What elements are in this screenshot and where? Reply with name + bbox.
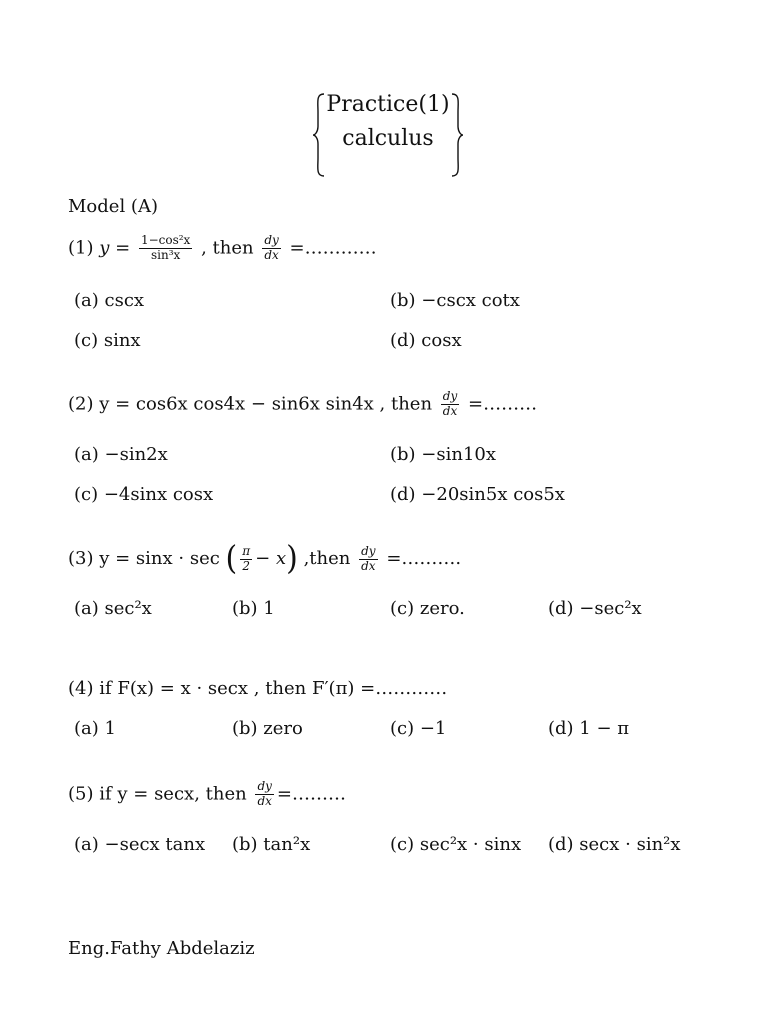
fraction-numerator: 1−cos²x [140,233,191,247]
option-a: (a) −secx tanx [74,834,206,855]
answer-blank: =………. [386,548,462,569]
option-b: (b) 1 [232,598,275,619]
answer-blank: =……… [467,393,538,415]
answer-blank: =……… [276,783,347,805]
option-d: (d) secx · sin²x [548,834,681,855]
title-line-1: Practice(1) [326,92,450,117]
option-d: (d) −sec²x [548,598,642,619]
option-b: (b) zero [232,718,303,739]
option-b: (b) −cscx cotx [390,290,520,311]
title-line-2: calculus [342,126,434,151]
option-a: (a) −sin2x [74,444,168,465]
derivative-fraction [441,390,459,419]
right-brace-icon [450,92,464,178]
question-1 [68,234,377,263]
derivative-numerator: dy [264,233,279,247]
question-number: (3) [68,548,94,569]
option-d: (d) 1 − π [548,718,630,739]
pi-denominator: 2 [242,558,251,573]
pi-fraction [240,545,252,574]
option-a: (a) sec²x [74,598,152,619]
derivative-fraction [255,780,273,809]
derivative-denominator: dx [257,793,272,808]
question-stem: y = cos6x cos4x − sin6x sin4x , then [99,393,433,415]
question-2 [68,390,537,419]
derivative-numerator: dy [442,389,458,403]
derivative-denominator: dx [361,558,376,573]
derivative-fraction [262,234,280,263]
pi-numerator: π [242,543,251,558]
derivative-numerator: dy [257,779,272,793]
fraction [139,234,192,263]
option-c: (c) sinx [74,330,141,351]
question-then: , then [201,237,254,259]
option-d: (d) cosx [390,330,462,351]
question-4 [68,678,447,699]
fraction-denominator: sin³x [150,247,181,262]
question-number: (5) [68,783,94,805]
option-a: (a) cscx [74,290,145,311]
question-stem: if y = secx, then [99,783,247,805]
right-paren: ) [286,539,298,578]
option-b: (b) −sin10x [390,444,497,465]
option-c: (c) zero. [390,598,465,619]
option-d: (d) −20sin5x cos5x [390,484,565,505]
question-number: (1) [68,237,94,259]
question-5 [68,780,346,809]
option-a: (a) 1 [74,718,116,739]
derivative-numerator: dy [361,543,376,558]
derivative-denominator: dx [442,403,458,418]
derivative-fraction [359,545,377,574]
left-paren: ( [225,539,238,578]
question-number: (4) [68,678,94,699]
author-signature: Eng.Fathy Abdelaziz [68,938,255,959]
option-c: (c) sec²x · sinx [390,834,522,855]
question-then: ,then [303,548,351,569]
question-stem-mid: − x [255,548,287,569]
page-title [312,92,464,178]
question-number: (2) [68,393,94,415]
answer-blank: =………… [289,237,377,259]
model-label: Model (A) [68,196,158,217]
question-3 [68,539,462,578]
question-stem: y = [99,237,131,259]
option-c: (c) −1 [390,718,447,739]
question-stem: y = sinx · sec [99,548,220,569]
option-c: (c) −4sinx cosx [74,484,214,505]
question-stem: if F(x) = x · secx , then F′(π) =………… [99,678,448,699]
derivative-denominator: dx [264,247,279,262]
option-b: (b) tan²x [232,834,311,855]
